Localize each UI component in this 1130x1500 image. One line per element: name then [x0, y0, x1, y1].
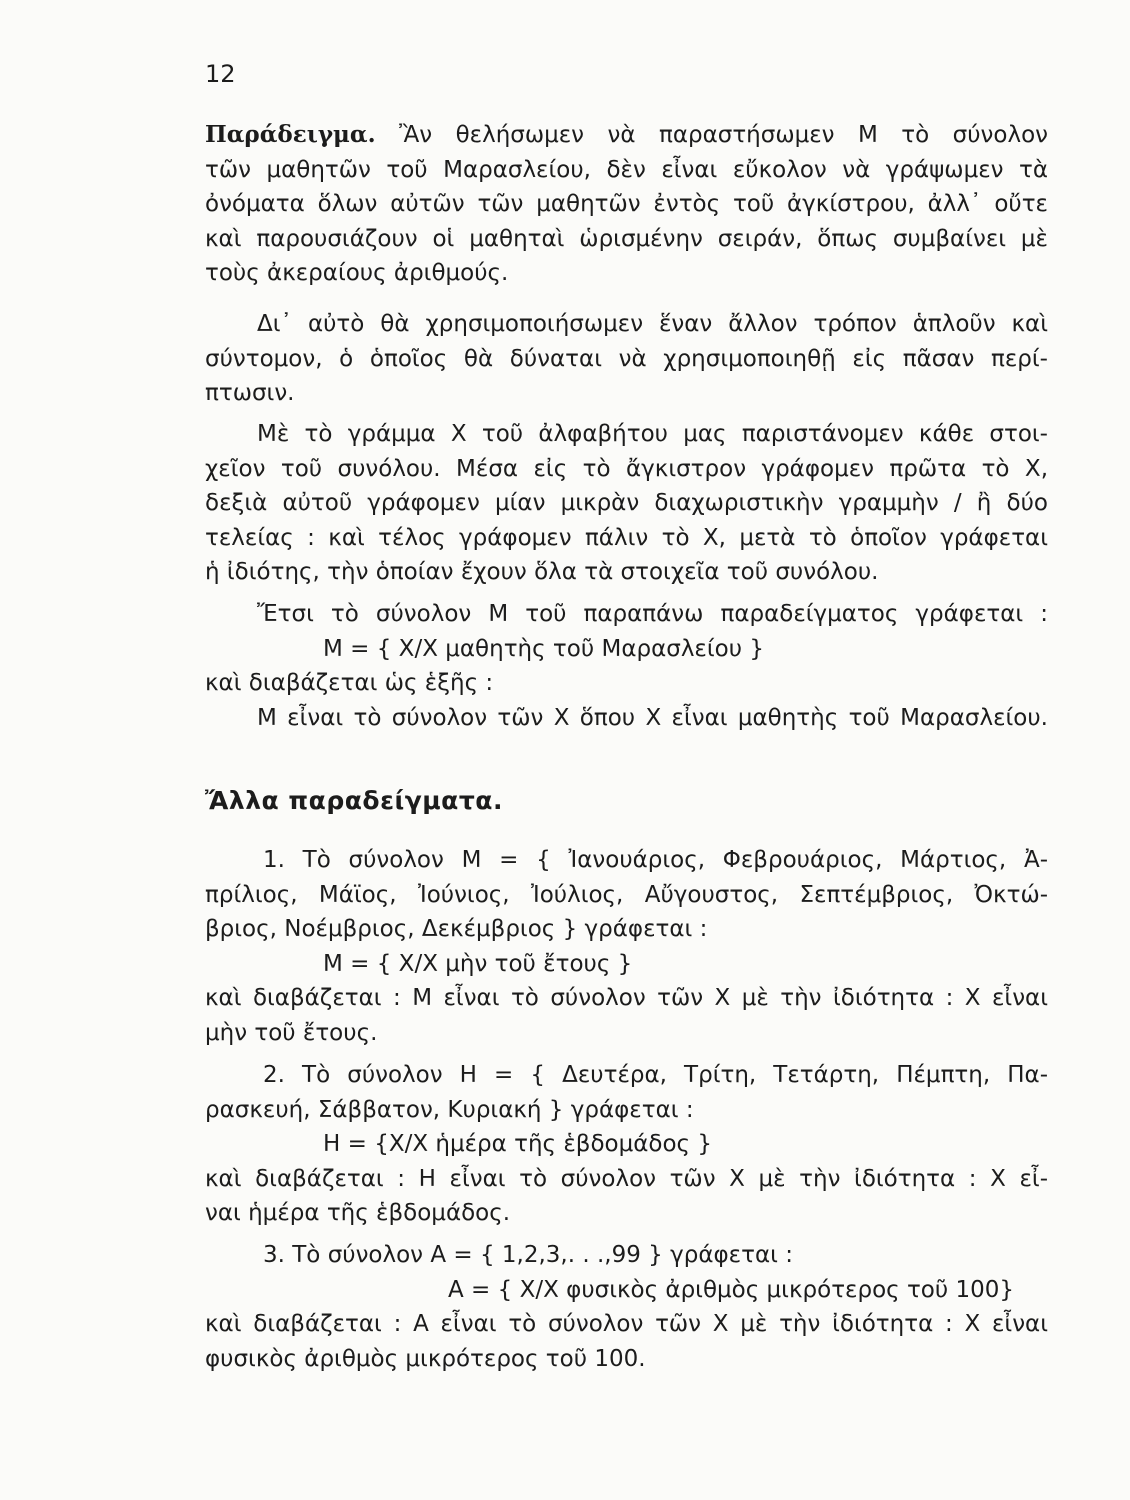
text-line: Ἔτσι τὸ σύνολον Μ τοῦ παραπάνω παραδείγματος γράφεται :	[257, 601, 1048, 627]
text-line	[205, 118, 1048, 153]
example-2	[205, 1058, 1048, 1231]
text-line-content: Ἂν θελήσωμεν νὰ παραστήσωμεν Μ τὸ σύνολον	[399, 122, 1049, 148]
text-line: μὴν τοῦ ἔτους.	[205, 1019, 378, 1046]
text-line: τοὺς ἀκεραίους ἀριθμούς.	[205, 260, 509, 286]
example-lead: Παράδειγμα.	[205, 121, 376, 148]
text-line: Δι᾿ αὐτὸ θὰ χρησιμοποιήσωμεν ἕναν ἄλλον τρόπον ἁπλοῦν καὶ	[257, 311, 1048, 337]
paragraph-example-intro	[205, 118, 1048, 291]
paragraph-method	[205, 307, 1048, 411]
text-line: καὶ διαβάζεται : Μ εἶναι τὸ σύνολον τῶν Χ μὲ τὴν ἰδιότητα : Χ εἶναι	[205, 985, 1048, 1011]
page-number: 12	[205, 60, 236, 88]
paragraph-example-notation	[205, 597, 1048, 735]
set-formula: Η = {Χ/Χ ἡμέρα τῆς ἑβδομάδος }	[323, 1131, 712, 1157]
text-line: πτωσιν.	[205, 380, 295, 406]
section-heading: Ἄλλα παραδείγματα.	[205, 786, 503, 815]
text-line: χεῖον τοῦ συνόλου. Μέσα εἰς τὸ ἄγκιστρον γράφομεν πρῶτα τὸ Χ,	[205, 455, 1048, 482]
text-line: ρασκευή, Σάββατον, Κυριακή } γράφεται :	[205, 1096, 694, 1123]
text-line: φυσικὸς ἀριθμὸς μικρότερος τοῦ 100.	[205, 1345, 646, 1372]
text-line: καὶ διαβάζεται ὡς ἑξῆς :	[205, 670, 494, 696]
text-line: τελείας : καὶ τέλος γράφομεν πάλιν τὸ Χ, μετὰ τὸ ὁποῖον γράφεται	[205, 524, 1048, 551]
text-line: καὶ παρουσιάζουν οἱ μαθηταὶ ὡρισμένην σειράν, ὅπως συμβαίνει μὲ	[205, 225, 1048, 252]
text-line: ἡ ἰδιότης, τὴν ὁποίαν ἔχουν ὅλα τὰ στοιχεῖα τοῦ συνόλου.	[205, 559, 879, 585]
example-1	[205, 843, 1048, 1050]
text-line: σύντομον, ὁ ὁποῖος θὰ δύναται νὰ χρησιμοποιηθῇ εἰς πᾶσαν περί-	[205, 345, 1048, 372]
text-line: δεξιὰ αὐτοῦ γράφομεν μίαν μικρὰν διαχωριστικὴν γραμμὴν / ἢ δύο	[205, 490, 1048, 516]
text-line: 1. Τὸ σύνολον Μ = { Ἰανουάριος, Φεβρουάριος, Μάρτιος, Ἀ-	[263, 847, 1048, 873]
text-line: καὶ διαβάζεται : Α εἶναι τὸ σύνολον τῶν Χ μὲ τὴν ἰδιότητα : Χ εἶναι	[205, 1311, 1048, 1337]
text-line: Μὲ τὸ γράμμα Χ τοῦ ἀλφαβήτου μας παριστάνομεν κάθε στοι-	[257, 421, 1048, 447]
text-line: 3. Τὸ σύνολον Α = { 1,2,3,. . .,99 } γράφεται :	[263, 1242, 793, 1268]
text-line: πρίλιος, Μάϊος, Ἰούνιος, Ἰούλιος, Αὔγουστος, Σεπτέμβριος, Ὀκτώ-	[205, 881, 1048, 908]
text-line: Μ εἶναι τὸ σύνολον τῶν Χ ὅπου Χ εἶναι μαθητὴς τοῦ Μαρασλείου.	[257, 704, 1048, 731]
text-line: τῶν μαθητῶν τοῦ Μαρασλείου, δὲν εἶναι εὔκολον νὰ γράψωμεν τὰ	[205, 156, 1048, 183]
text-line: καὶ διαβάζεται : Η εἶναι τὸ σύνολον τῶν Χ μὲ τὴν ἰδιότητα : Χ εἶ-	[205, 1165, 1048, 1192]
text-line: βριος, Νοέμβριος, Δεκέμβριος } γράφεται :	[205, 916, 708, 942]
set-formula: Α = { Χ/Χ φυσικὸς ἀριθμὸς μικρότερος τοῦ 100}	[448, 1276, 1015, 1303]
text-line: ναι ἡμέρα τῆς ἑβδομάδος.	[205, 1200, 511, 1226]
example-3	[205, 1238, 1048, 1376]
text-line: 2. Τὸ σύνολον Η = { Δευτέρα, Τρίτη, Τετάρτη, Πέμπτη, Πα-	[263, 1062, 1048, 1088]
text-line: ὀνόματα ὅλων αὐτῶν τῶν μαθητῶν ἐντὸς τοῦ ἀγκίστρου, ἀλλ᾿ οὔτε	[205, 191, 1048, 217]
set-formula: Μ = { Χ/Χ μὴν τοῦ ἔτους }	[323, 950, 633, 977]
set-formula: Μ = { Χ/Χ μαθητὴς τοῦ Μαρασλείου }	[323, 635, 764, 662]
paragraph-notation	[205, 417, 1048, 590]
